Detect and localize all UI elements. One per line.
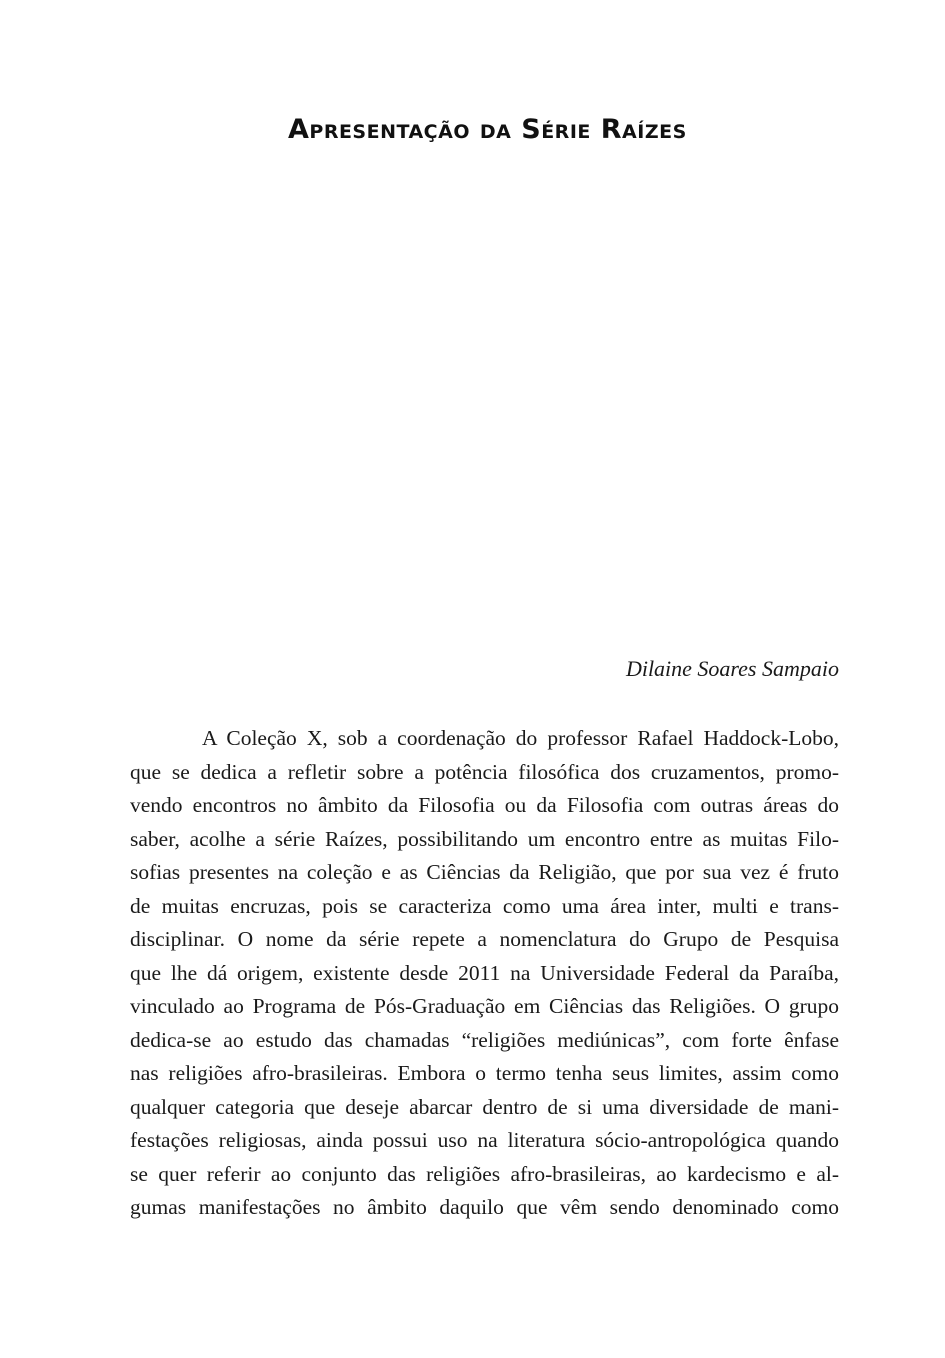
chapter-title: Apresentação da Série Raízes bbox=[288, 114, 687, 145]
paragraph-line: que se dedica a refletir sobre a potência filosófica dos cruzamentos, promo- bbox=[130, 759, 839, 784]
paragraph-line: sofias presentes na coleção e as Ciências da Religião, que por sua vez é fruto bbox=[130, 860, 839, 884]
paragraph-line: disciplinar. O nome da série repete a nomenclatura do Grupo de Pesquisa bbox=[130, 927, 839, 951]
paragraph-line: qualquer categoria que deseje abarcar dentro de si uma diversidade de mani- bbox=[130, 1094, 839, 1119]
paragraph-line: se quer referir ao conjunto das religiões afro-brasileiras, ao kardecismo e al- bbox=[130, 1161, 839, 1186]
paragraph-line: gumas manifestações no âmbito daquilo que vêm sendo denominado como bbox=[130, 1195, 839, 1219]
paragraph-line: vinculado ao Programa de Pós-Graduação em Ciências das Religiões. O grupo bbox=[130, 994, 839, 1018]
paragraph-line: festações religiosas, ainda possui uso na literatura sócio-antropológica quando bbox=[130, 1128, 839, 1152]
paragraph-line: saber, acolhe a série Raízes, possibilitando um encontro entre as muitas Filo- bbox=[130, 826, 839, 851]
author-name: Dilaine Soares Sampaio bbox=[625, 656, 839, 681]
paragraph-line: de muitas encruzas, pois se caracteriza como uma área inter, multi e trans- bbox=[130, 893, 839, 918]
paragraph-line: vendo encontros no âmbito da Filosofia ou da Filosofia com outras áreas do bbox=[130, 793, 839, 817]
body-paragraph bbox=[130, 722, 839, 1225]
paragraph-line: A Coleção X, sob a coordenação do professor Rafael Haddock-Lobo, bbox=[202, 726, 839, 750]
paragraph-line: nas religiões afro-brasileiras. Embora o termo tenha seus limites, assim como bbox=[130, 1061, 839, 1085]
paragraph-line: dedica-se ao estudo das chamadas “religiões mediúnicas”, com forte ênfase bbox=[130, 1027, 839, 1052]
paragraph-line: que lhe dá origem, existente desde 2011 na Universidade Federal da Paraíba, bbox=[130, 960, 839, 985]
